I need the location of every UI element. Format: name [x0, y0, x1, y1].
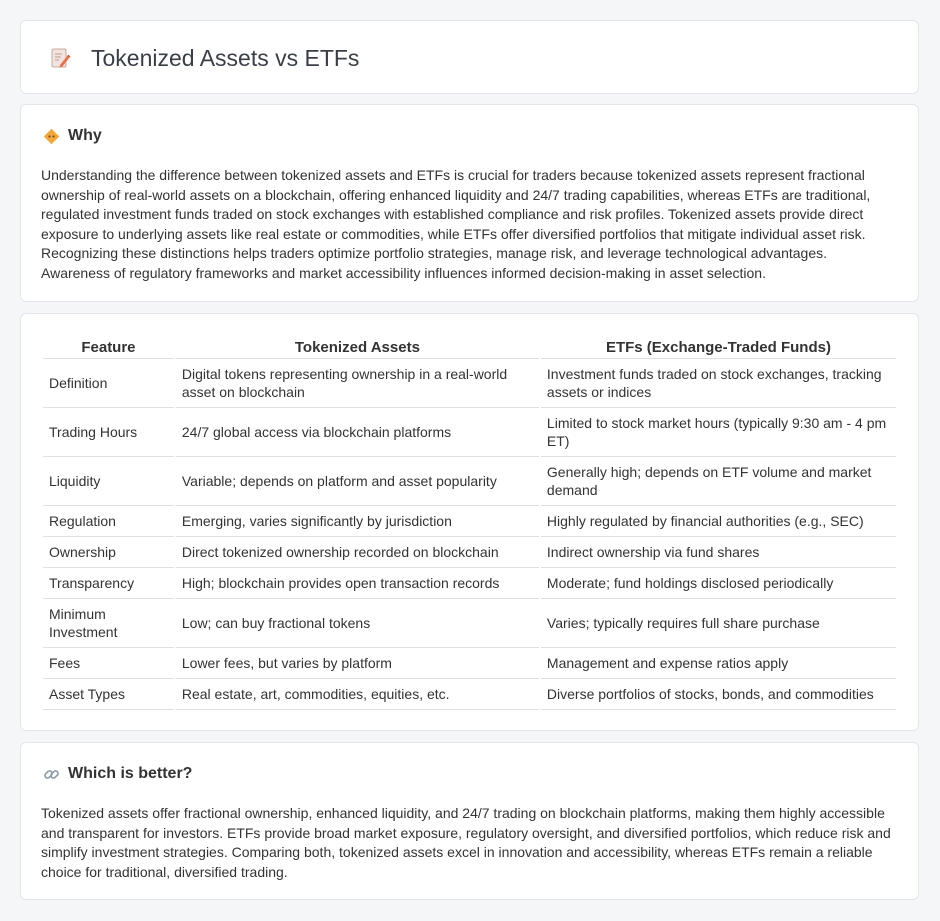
row-feature: Trading Hours — [43, 408, 174, 457]
row-etf: Moderate; fund holdings disclosed periodically — [541, 568, 896, 599]
table-row — [43, 648, 896, 679]
page-title: Tokenized Assets vs ETFs — [91, 45, 360, 71]
row-tokenized: Lower fees, but varies by platform — [176, 648, 539, 679]
header-card — [20, 20, 919, 94]
row-tokenized: Low; can buy fractional tokens — [176, 599, 539, 648]
better-text: Tokenized assets offer fractional ownership, enhanced liquidity, and 24/7 trading on blockchain platforms, making them highly accessible and transparent for investors. ETFs provide broad market exposure, regulatory oversight, and diversified portfolios, which reduce risk and simplify investment strategies. Comparing both, tokenized assets excel in innovation and accessibility, whereas ETFs remain a reliable choice for traditional, diversified trading. — [41, 805, 891, 880]
row-etf: Varies; typically requires full share purchase — [541, 599, 896, 648]
header-tokenized-assets: Tokenized Assets — [176, 336, 539, 359]
why-heading: Why — [68, 127, 102, 144]
document-pencil-icon — [48, 46, 72, 70]
row-etf: Management and expense ratios apply — [541, 648, 896, 679]
table-row — [43, 506, 896, 537]
row-tokenized: High; blockchain provides open transaction records — [176, 568, 539, 599]
row-etf: Highly regulated by financial authorities (e.g., SEC) — [541, 506, 896, 537]
why-heading-row — [43, 127, 102, 145]
table-row — [43, 599, 896, 648]
row-feature: Definition — [43, 359, 174, 408]
which-is-better-section — [20, 742, 919, 900]
table-header-row — [43, 336, 896, 359]
header-etfs: ETFs (Exchange-Traded Funds) — [541, 336, 896, 359]
diamond-warning-icon — [43, 128, 60, 145]
row-feature: Liquidity — [43, 457, 174, 506]
table-row — [43, 679, 896, 710]
row-tokenized: 24/7 global access via blockchain platforms — [176, 408, 539, 457]
comparison-table — [41, 336, 898, 710]
header-feature: Feature — [43, 336, 174, 359]
row-etf: Limited to stock market hours (typically 9:30 am - 4 pm ET) — [541, 408, 896, 457]
table-row — [43, 408, 896, 457]
table-row — [43, 568, 896, 599]
row-tokenized: Emerging, varies significantly by jurisdiction — [176, 506, 539, 537]
row-feature: Transparency — [43, 568, 174, 599]
row-tokenized: Real estate, art, commodities, equities, etc. — [176, 679, 539, 710]
row-etf: Indirect ownership via fund shares — [541, 537, 896, 568]
comparison-table-section — [20, 313, 919, 731]
row-etf: Generally high; depends on ETF volume and market demand — [541, 457, 896, 506]
better-heading-row — [43, 765, 192, 783]
row-feature: Regulation — [43, 506, 174, 537]
row-etf: Diverse portfolios of stocks, bonds, and commodities — [541, 679, 896, 710]
table-row — [43, 359, 896, 408]
row-etf: Investment funds traded on stock exchanges, tracking assets or indices — [541, 359, 896, 408]
row-feature: Fees — [43, 648, 174, 679]
why-text: Understanding the difference between tokenized assets and ETFs is crucial for traders because tokenized assets represent fractional ownership of real-world assets on a blockchain, offering enhanced liquidity and 24/7 trading capabilities, whereas ETFs are traditional, regulated investment funds traded on stock exchanges with established compliance and risk profiles. Tokenized assets provide direct exposure to underlying assets like real estate or commodities, while ETFs offer diversified portfolios that mitigate individual asset risk. Recognizing these distinctions helps traders optimize portfolio strategies, manage risk, and leverage technological advantages. Awareness of regulatory frameworks and market accessibility influences informed decision-making in asset selection. — [41, 167, 871, 281]
row-feature: Asset Types — [43, 679, 174, 710]
row-feature: Ownership — [43, 537, 174, 568]
table-row — [43, 457, 896, 506]
row-feature: Minimum Investment — [43, 599, 174, 648]
row-tokenized: Direct tokenized ownership recorded on blockchain — [176, 537, 539, 568]
better-heading: Which is better? — [68, 765, 193, 782]
table-row — [43, 537, 896, 568]
row-tokenized: Digital tokens representing ownership in a real-world asset on blockchain — [176, 359, 539, 408]
link-icon — [43, 766, 60, 783]
row-tokenized: Variable; depends on platform and asset popularity — [176, 457, 539, 506]
why-section — [20, 104, 919, 302]
